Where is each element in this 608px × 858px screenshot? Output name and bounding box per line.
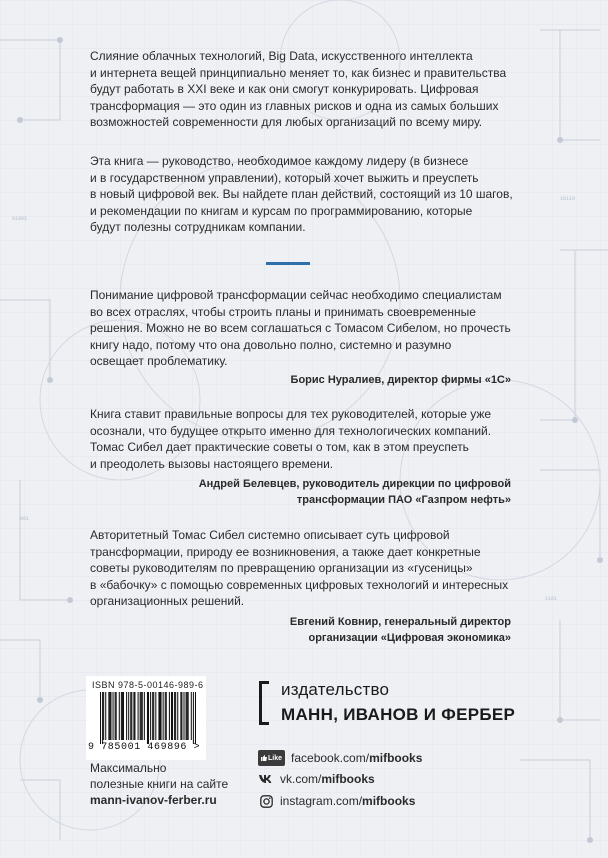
barcode-digits: 9 785001 469896 > <box>88 742 201 753</box>
barcode-bar <box>100 692 101 744</box>
barcode-bar <box>122 692 123 740</box>
barcode-bar <box>121 692 122 740</box>
barcode-bars <box>100 692 196 744</box>
barcode-bar <box>103 692 104 740</box>
svg-text:10110: 10110 <box>560 196 576 202</box>
barcode-bar <box>193 692 194 744</box>
review-1-text: Понимание цифровой трансформации сейчас необходимо специалистам во всех отраслях, чтобы строить планы и принимать своевременные решения. Можно не во всем соглашаться с Томасом Сибелом, но прочесть книгу надо, потому что она довольно полно, системно и разумно освещает проблематику. <box>90 288 511 368</box>
barcode-bar <box>165 692 166 740</box>
barcode-bar <box>158 692 159 740</box>
barcode-bar <box>181 692 182 740</box>
review-3-author: Евгений Ковнир, генеральный директор организации «Цифровая экономика» <box>289 616 511 644</box>
barcode-bar <box>159 692 160 740</box>
barcode-bar <box>119 692 120 740</box>
barcode-bar <box>113 692 114 740</box>
barcode-bar <box>134 692 135 740</box>
barcode-bar <box>195 692 196 744</box>
svg-text:001: 001 <box>20 516 30 522</box>
barcode-bar <box>102 692 103 744</box>
review-2-author: Андрей Белевцев, руководитель дирекции по цифровой трансформации ПАО «Газпром нефть» <box>198 478 511 506</box>
barcode-bar <box>153 692 154 740</box>
barcode-bar <box>115 692 116 740</box>
barcode-bar <box>126 692 127 740</box>
instagram-icon <box>258 794 274 808</box>
review-2-text: Книга ставит правильные вопросы для тех руководителей, которые уже осознали, что будущее открыто именно для технологических компаний. Томас Сибел дает практические советы о том, как в этом преуспеть и преодолеть вызовы настоящего времени. <box>90 407 492 471</box>
barcode-bar <box>140 692 141 740</box>
facebook-like-icon: Like <box>258 750 285 766</box>
barcode-bar <box>150 692 151 740</box>
publisher-label: издательство <box>281 680 390 699</box>
publisher-name: МАНН, ИВАНОВ И ФЕРБЕР <box>281 705 516 724</box>
barcode-bar <box>180 692 181 740</box>
social-facebook[interactable]: Like facebook.com/ mifbooks <box>258 750 422 766</box>
barcode-bar <box>131 692 132 740</box>
barcode-bar <box>144 692 145 740</box>
barcode-bar <box>187 692 188 740</box>
barcode-bar <box>191 692 192 740</box>
barcode-bar <box>123 692 124 740</box>
barcode-bar <box>183 692 184 740</box>
barcode-bar <box>142 692 143 740</box>
vk-icon <box>258 772 274 786</box>
barcode-bar <box>172 692 173 740</box>
section-divider <box>266 262 310 265</box>
barcode-bar <box>133 692 134 740</box>
barcode-bar <box>116 692 117 740</box>
social-vk[interactable]: vk.com/ mifbooks <box>258 772 375 786</box>
barcode-bar <box>152 692 153 740</box>
barcode-bar <box>147 692 148 744</box>
barcode-bar <box>108 692 109 740</box>
publisher-logo-bracket <box>259 681 269 725</box>
barcode-bar <box>109 692 110 740</box>
barcode-bar <box>141 692 142 740</box>
barcode-bar <box>155 692 156 740</box>
svg-text:01001: 01001 <box>12 216 28 222</box>
svg-text:1101: 1101 <box>545 596 558 602</box>
barcode-bar <box>171 692 172 740</box>
intro-paragraph-2: Эта книга — руководство, необходимое каждому лидеру (в бизнесе и в государственном управлении), который хочет выжить и преуспеть в новый цифровой век. Вы найдете план действий, состоящий из 10 шагов, и рекомендации по книгам и курсам по программированию, которые будут полезны сотрудникам компании. <box>90 154 513 234</box>
barcode-bar <box>163 692 164 740</box>
social-instagram[interactable]: instagram.com/ mifbooks <box>258 794 415 808</box>
barcode-bar <box>138 692 139 740</box>
website-link[interactable]: mann-ivanov-ferber.ru <box>90 793 217 807</box>
intro-paragraph-1: Слияние облачных технологий, Big Data, искусственного интеллекта и интернета вещей принципиально меняет то, как бизнес и правительства будут работать в XXI веке и как они смогут конкурировать. Цифровая трансформация — это один из главных рисков и одна из самых больших возможностей современности для любых организаций по всему миру. <box>90 49 507 129</box>
barcode-bar <box>177 692 178 740</box>
barcode-bar <box>105 692 106 740</box>
barcode-bar <box>186 692 187 740</box>
review-3-text: Авторитетный Томас Сибел системно описывает суть цифровой трансформации, природу ее возникновения, а также дает конкретные советы руководителям по превращению организации из «гусеницы» в «бабочку» с помощью современных цифровых технологий и интересных организационных решений. <box>90 528 509 608</box>
barcode-bar <box>169 692 170 740</box>
promo-text: Максимально полезные книги на сайте mann-ivanov-ferber.ru <box>90 761 229 807</box>
barcode-bar <box>174 692 175 740</box>
barcode-bar <box>110 692 111 740</box>
barcode-bar <box>128 692 129 740</box>
isbn-number: ISBN 978-5-00146-989-6 <box>92 680 204 690</box>
barcode-bar <box>161 692 162 740</box>
barcode-bar <box>188 692 189 740</box>
barcode-bar <box>175 692 176 740</box>
review-1-author: Борис Нуралиев, директор фирмы «1С» <box>290 374 511 386</box>
barcode-bar <box>166 692 167 740</box>
barcode-bar <box>130 692 131 740</box>
barcode-bar <box>148 692 149 744</box>
barcode <box>86 676 206 760</box>
